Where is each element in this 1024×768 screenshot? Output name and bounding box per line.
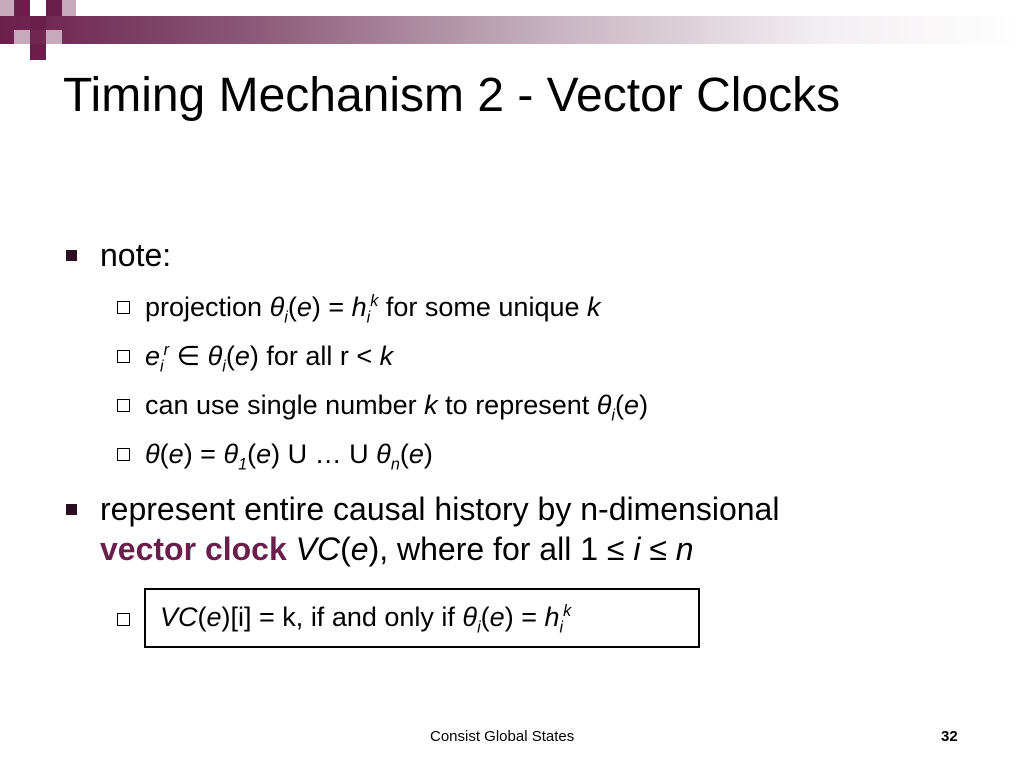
superscript: k xyxy=(563,602,572,620)
text: ) xyxy=(639,390,649,420)
var-e: e xyxy=(206,602,222,632)
var-h: h xyxy=(544,602,560,632)
text: ( xyxy=(399,439,409,469)
bullet-vector-clock xyxy=(100,489,980,569)
var-e: e xyxy=(296,292,312,322)
text: ( xyxy=(197,602,207,632)
decor-square xyxy=(0,0,14,16)
var-h: h xyxy=(351,292,367,322)
text: ) for all r < xyxy=(249,341,380,371)
subscript: i xyxy=(222,357,226,376)
var-e: e xyxy=(256,439,272,469)
var-n: n xyxy=(675,531,694,567)
text: can use single number xyxy=(145,390,425,420)
var-k: k xyxy=(379,341,394,371)
decor-square xyxy=(30,16,46,30)
theta-symbol: θ xyxy=(596,390,612,420)
sub-bullet-union xyxy=(145,437,433,474)
theta-symbol: θ xyxy=(145,439,160,469)
hollow-bullet-icon xyxy=(117,350,130,363)
sub-bullet-definition xyxy=(160,600,572,637)
decor-square xyxy=(14,30,30,44)
theta-symbol: θ xyxy=(376,439,391,469)
superscript: k xyxy=(370,292,379,310)
var-e: e xyxy=(145,341,161,371)
sub-bullet-single-number xyxy=(145,388,649,425)
sub-bullet-membership xyxy=(145,339,394,376)
var-k: k xyxy=(424,390,438,420)
hollow-bullet-icon xyxy=(117,399,130,412)
var-e: e xyxy=(489,602,505,632)
subscript: i xyxy=(611,406,616,425)
text: for some unique xyxy=(378,292,587,322)
decor-square xyxy=(62,0,76,16)
text: ( xyxy=(159,439,169,469)
text: ) = xyxy=(504,602,545,632)
hollow-bullet-icon xyxy=(117,301,130,314)
text: ( xyxy=(340,531,351,567)
theta-symbol: θ xyxy=(462,602,478,632)
superscript: r xyxy=(163,341,170,359)
page-number: 32 xyxy=(941,728,958,745)
subscript: n xyxy=(390,455,400,474)
text: ) = xyxy=(311,292,352,322)
element-of-symbol: ∈ xyxy=(169,341,208,371)
text: projection xyxy=(145,292,270,322)
subscript: i xyxy=(160,357,164,376)
var-e: e xyxy=(624,390,640,420)
bullet-line xyxy=(100,529,980,569)
text: ( xyxy=(480,602,490,632)
var-e: e xyxy=(350,531,369,567)
text: ≤ xyxy=(640,531,676,567)
hollow-bullet-icon xyxy=(117,613,130,626)
header-gradient-bar xyxy=(0,16,1024,44)
bullet-line: represent entire causal history by n-dimensional xyxy=(100,491,780,527)
text: ( xyxy=(615,390,625,420)
text: ( xyxy=(247,439,257,469)
var-e: e xyxy=(234,341,250,371)
decor-square xyxy=(30,44,46,60)
sub-bullet-projection xyxy=(145,290,601,327)
text: ) xyxy=(423,439,433,469)
theta-symbol: θ xyxy=(269,292,285,322)
vector-clock-term: vector clock xyxy=(100,531,287,567)
decor-square xyxy=(14,0,30,16)
bullet-square-icon xyxy=(66,250,77,261)
bullet-note: note: xyxy=(100,237,172,273)
text: )[i] = k, if and only if xyxy=(221,602,463,632)
subscript: i xyxy=(477,618,481,637)
text xyxy=(287,531,296,567)
theta-symbol: θ xyxy=(223,439,239,469)
decor-square xyxy=(46,30,62,44)
var-k: k xyxy=(587,292,601,322)
subscript: i xyxy=(559,618,564,637)
var-e: e xyxy=(168,439,184,469)
bullet-square-icon xyxy=(66,504,77,515)
text: ( xyxy=(225,341,235,371)
subscript: 1 xyxy=(238,455,248,474)
subscript: i xyxy=(366,308,371,327)
text: to represent xyxy=(437,390,597,420)
var-i: i xyxy=(633,531,641,567)
subscript: i xyxy=(284,308,288,327)
text: ) U … U xyxy=(271,439,377,469)
var-e: e xyxy=(408,439,424,469)
theta-symbol: θ xyxy=(207,341,223,371)
decor-square xyxy=(46,0,62,16)
slide-title: Timing Mechanism 2 - Vector Clocks xyxy=(63,69,841,122)
var-vc: VC xyxy=(295,531,341,567)
var-vc: VC xyxy=(160,602,198,632)
hollow-bullet-icon xyxy=(117,448,130,461)
text: ) = xyxy=(183,439,224,469)
footer-title: Consist Global States xyxy=(430,728,575,745)
text: ), where for all 1 ≤ xyxy=(368,531,634,567)
text: ( xyxy=(287,292,297,322)
